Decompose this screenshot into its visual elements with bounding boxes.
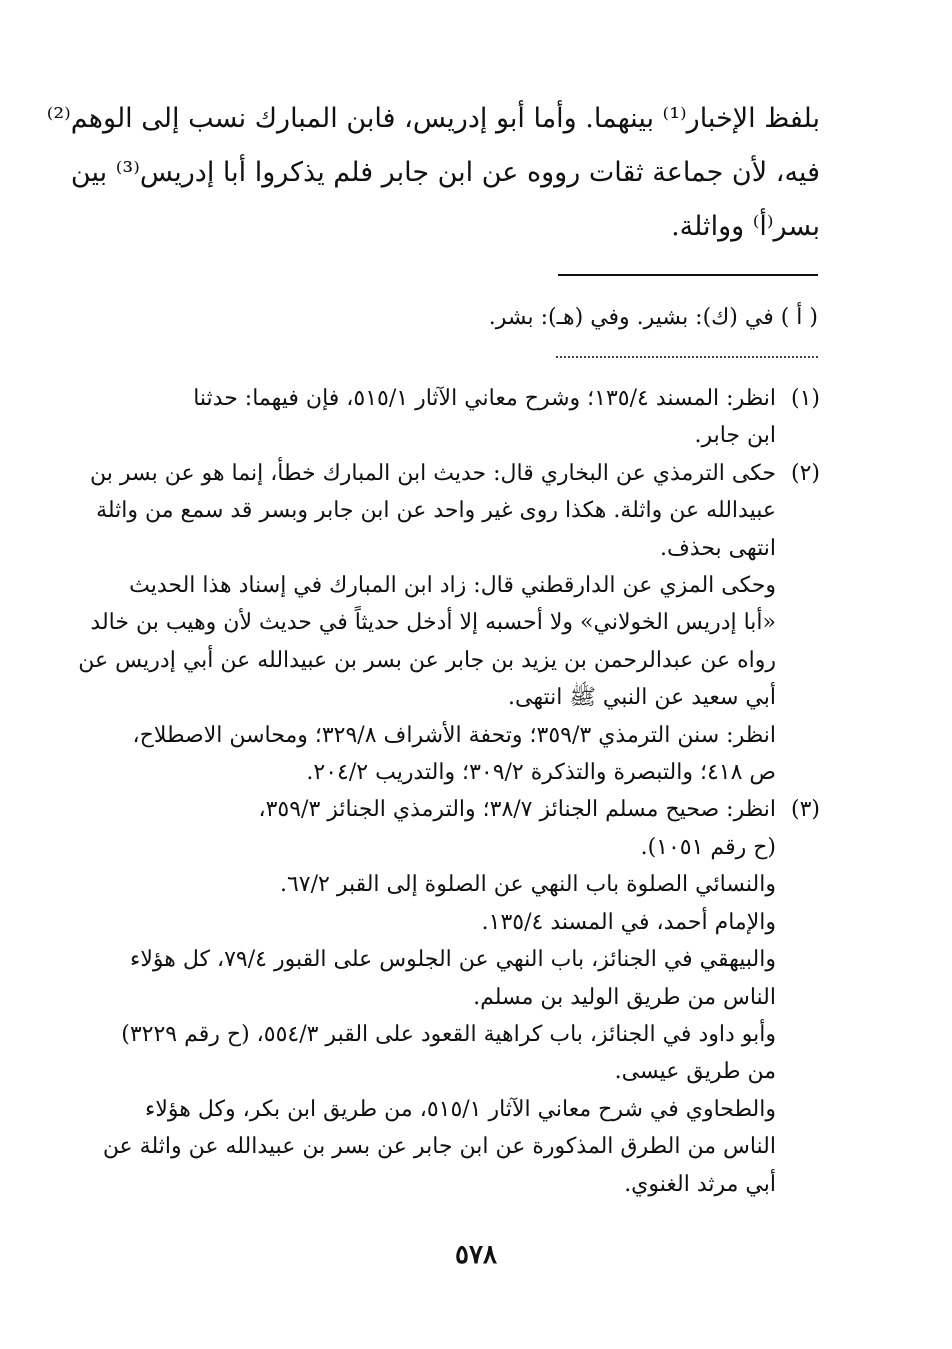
footnote-line: انظر: المسند ١٣٥/٤؛ وشرح معاني الآثار ٥١٥/١، فإن فيهما: حدثنا: [193, 386, 776, 411]
footnote-line: أبي مرثد الغنوي.: [624, 1171, 776, 1197]
footnote-2: [78, 455, 820, 792]
footnote-line: من طريق عيسى.: [614, 1059, 776, 1085]
footnote-line: ص ٤١٨؛ والتبصرة والتذكرة ٣٠٩/٢؛ والتدريب ٢٠٤/٢.: [306, 760, 776, 786]
footnote-line: عبيدالله عن واثلة. هكذا روى غير واحد عن ابن جابر وبسر قد سمع من واثلة: [96, 498, 776, 524]
footnotes-section: [78, 380, 820, 1203]
footnote-line: الناس من الطرق المذكورة عن ابن جابر عن بسر بن عبيدالله عن واثلة عن: [102, 1134, 776, 1160]
footnote-line: انظر: صحيح مسلم الجنائز ٣٨/٧؛ والترمذي الجنائز ٣٥٩/٣،: [258, 797, 776, 823]
footnote-line: انتهى بحذف.: [659, 535, 776, 561]
footnote-number: (٣): [790, 797, 820, 823]
footnote-line: حكى الترمذي عن البخاري قال: حديث ابن المبارك خطأ، إنما هو عن بسر بن: [89, 460, 776, 486]
footnote-line: وحكى المزي عن الدارقطني قال: زاد ابن المبارك في إسناد هذا الحديث: [129, 573, 776, 599]
main-text-line: بلفظ الإخبار⁽¹⁾ بينهما. وأما أبو إدريس، فابن المبارك نسب إلى الوهم⁽²⁾: [46, 103, 820, 134]
footnote-line: والبيهقي في الجنائز، باب النهي عن الجلوس على القبور ٧٩/٤، كل هؤلاء: [130, 947, 776, 973]
footnote-line: والطحاوي في شرح معاني الآثار ٥١٥/١، من طريق ابن بكر، وكل هؤلاء: [144, 1096, 776, 1122]
variant-note: ( أ ) في (ك): بشير. وفي (هـ): بشر.: [488, 305, 818, 330]
footnote-line: والنسائي الصلوة باب النهي عن الصلوة إلى القبر ٦٧/٢.: [279, 872, 776, 898]
page-number: ٥٧٨: [455, 1240, 497, 1270]
main-text-line: فيه، لأن جماعة ثقات رووه عن ابن جابر فلم يذكروا أبا إدريس⁽³⁾ بين: [70, 157, 820, 188]
footnote-line: أبي سعيد عن النبي ﷺ انتهى.: [508, 685, 776, 711]
dotted-separator: [556, 356, 818, 358]
main-text-block: [46, 92, 820, 254]
footnote-number: (١): [790, 386, 820, 411]
footnote-line: والإمام أحمد، في المسند ١٣٥/٤.: [481, 909, 776, 935]
footnote-number: (٢): [790, 460, 820, 486]
footnote-divider: [558, 274, 818, 276]
footnote-line: «أبا إدريس الخولاني» ولا أحسبه إلا أدخل حديثاً في حديث لأن وهيب بن خالد: [90, 610, 776, 636]
footnote-1: [130, 380, 820, 455]
footnote-line: وأبو داود في الجنائز، باب كراهية القعود على القبر ٥٥٤/٣، (ح رقم ٣٢٢٩): [121, 1021, 776, 1047]
footnote-line: ابن جابر.: [694, 423, 776, 449]
footnote-line: انظر: سنن الترمذي ٣٥٩/٣؛ وتحفة الأشراف ٣٢٩/٨؛ ومحاسن الاصطلاح،: [132, 722, 776, 748]
footnote-line: (ح رقم ١٠٥١).: [640, 834, 776, 860]
footnote-line: رواه عن عبدالرحمن بن يزيد بن جابر عن بسر بن عبيدالله عن أبي إدريس عن: [78, 647, 776, 673]
main-text-line: بسر⁽أ⁾ وواثلة.: [671, 211, 820, 242]
footnote-3: [102, 791, 820, 1202]
footnote-line: الناس من طريق الوليد بن مسلم.: [473, 984, 776, 1010]
